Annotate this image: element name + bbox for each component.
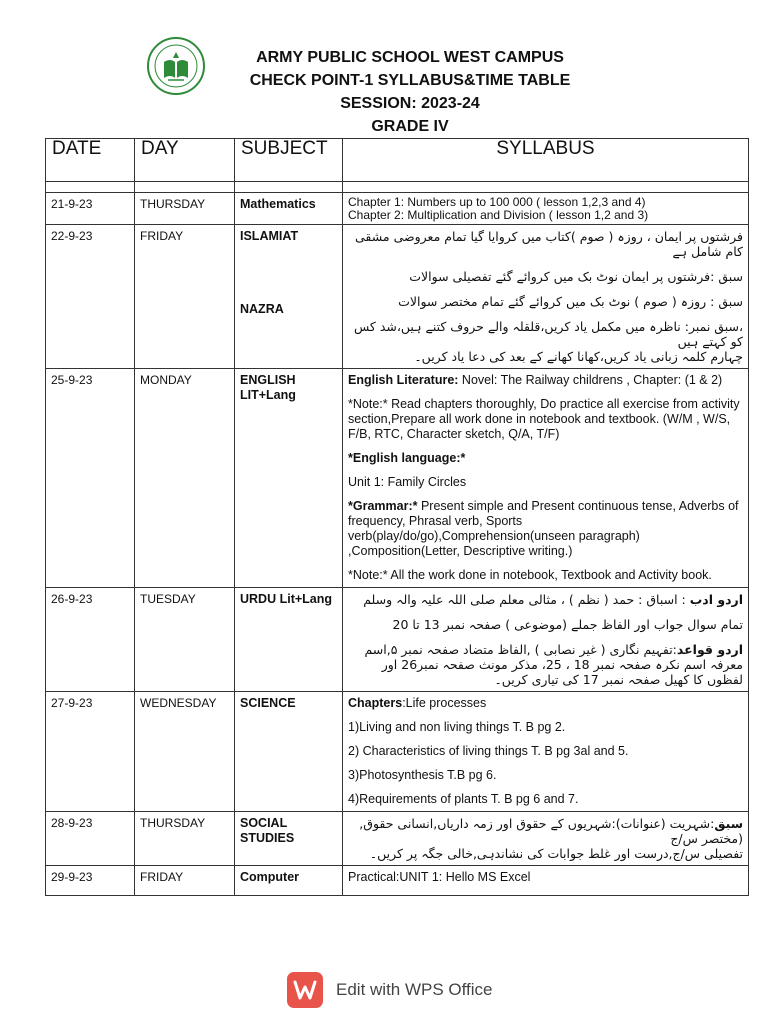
school-name: ARMY PUBLIC SCHOOL WEST CAMPUS	[256, 49, 564, 66]
syllabus-line: سبق :فرشتوں پر ایمان نوٹ بک میں کروائے گئے تفصیلی سوالات	[409, 269, 743, 284]
row-subject-secondary: STUDIES	[240, 831, 295, 845]
row-date: 28-9-23	[46, 812, 135, 866]
grammar-text: Present simple and Present continuous tense, Adverbs of frequency, Phrasal verb, Sports verb(play/do/go),Comprehension(unseen paragraph) ,Composition(Letter, Descriptive writing.)	[348, 499, 739, 558]
row-day: WEDNESDAY	[135, 692, 235, 812]
table-row	[46, 866, 749, 896]
row-syllabus	[343, 692, 749, 812]
chapters-label: Chapters	[348, 696, 403, 710]
row-subject: Mathematics	[240, 197, 316, 211]
row-date: 27-9-23	[46, 692, 135, 812]
syllabus-line: 3)Photosynthesis T.B pg 6.	[348, 768, 497, 782]
row-day: TUESDAY	[135, 588, 235, 692]
syllabus-line: فرشتوں پر ایمان ، روزہ ( صوم )کتاب میں کروایا گیا تمام معروضی مشقی کام شامل ہے	[355, 229, 743, 259]
adab-label: اردو ادب	[689, 592, 743, 607]
table-row	[46, 588, 749, 692]
table-row	[46, 369, 749, 588]
document-title: CHECK POINT-1 SYLLABUS&TIME TABLE	[249, 72, 571, 89]
col-subject: SUBJECT	[235, 139, 343, 182]
qawaid-label: اردو قواعد	[676, 642, 743, 657]
syllabus-line: تفصیلی س/ج,درست اور غلط جوابات کی نشاندہی,خالی جگہ پر کریں۔	[369, 846, 743, 861]
literature-line	[348, 373, 743, 388]
row-date: 21-9-23	[46, 193, 135, 225]
row-subject-secondary: NAZRA	[240, 302, 284, 316]
header-row	[46, 139, 749, 182]
table-row	[46, 225, 749, 369]
row-day: MONDAY	[135, 369, 235, 588]
syllabus-table	[45, 138, 749, 896]
row-syllabus	[343, 225, 749, 369]
note-line: *Note:* Read chapters thoroughly, Do practice all exercise from activity section,Prepare all work done in notebook and textbook. (W/M , W/S, F/B, RTC, Character sketch, Q/A, T/F)	[348, 397, 740, 441]
qawaid-line	[348, 642, 743, 687]
grammar-line	[348, 499, 743, 559]
row-syllabus	[343, 193, 749, 225]
wps-logo-icon	[287, 972, 323, 1008]
spacer-row	[46, 182, 749, 193]
row-subject: URDU Lit+Lang	[240, 592, 333, 606]
chapters-text: :Life processes	[402, 696, 487, 710]
unit-line: Unit 1: Family Circles	[348, 475, 467, 489]
note-line: *Note:* All the work done in notebook, Textbook and Activity book.	[348, 568, 712, 582]
syllabus-line: Chapter 1: Numbers up to 100 000 ( lesson 1,2,3 and 4)	[348, 195, 646, 209]
row-day: FRIDAY	[135, 225, 235, 369]
row-syllabus	[343, 369, 749, 588]
row-subject-cell	[235, 225, 343, 369]
row-syllabus: Practical:UNIT 1: Hello MS Excel	[343, 866, 749, 896]
col-syllabus: SYLLABUS	[343, 139, 749, 182]
sabaq-text: :شہریت (عنوانات):شہریوں کے حقوق اور زمہ داریاں,انسانی حقوق,(مختصر س/ج	[359, 816, 743, 846]
grammar-label: *Grammar:*	[348, 499, 418, 513]
syllabus-line: Chapter 2: Multiplication and Division ( lesson 1,2 and 3)	[348, 208, 649, 222]
row-subject: Computer	[240, 870, 300, 884]
sabaq-label: سبق	[714, 816, 743, 831]
row-day: THURSDAY	[135, 812, 235, 866]
adab-text: : اسباق : حمد ( نظم ) ، مثالی معلم صلی اللہ علیہ والہ وسلم	[363, 592, 690, 607]
col-date: DATE	[46, 139, 135, 182]
syllabus-line: 1)Living and non living things T. B pg 2.	[348, 720, 566, 734]
row-subject: ISLAMIAT	[240, 229, 299, 243]
chapters-line	[348, 696, 743, 711]
session: SESSION: 2023-24	[340, 95, 480, 112]
literature-label: English Literature:	[348, 373, 459, 387]
row-date: 22-9-23	[46, 225, 135, 369]
grade: GRADE IV	[371, 118, 449, 135]
language-label: *English language:*	[348, 451, 466, 465]
qawaid-text: :تفہیم نگاری ( غیر نصابی ) ,الفاظ متضاد صفحہ نمبر ۵,اسم معرفہ اسم نکرہ صفحہ نمبر 18 ، 25، مذکر مونث صفحہ نمبر26 اور لفظوں کا کھیل صفحہ نمبر 17 کی تیاری کریں۔	[364, 642, 743, 687]
table-row	[46, 692, 749, 812]
row-subject: SOCIAL	[240, 816, 288, 830]
sabaq-line	[348, 816, 743, 846]
document-header	[160, 46, 660, 138]
syllabus-line: تمام سوال جواب اور الفاظ جملے (موضوعی ) صفحہ نمبر 13 تا 20	[392, 617, 743, 632]
col-day: DAY	[135, 139, 235, 182]
row-syllabus	[343, 588, 749, 692]
row-day: FRIDAY	[135, 866, 235, 896]
table-row	[46, 812, 749, 866]
wps-text: Edit with WPS Office	[336, 980, 493, 999]
syllabus-line: 2) Characteristics of living things T. B pg 3al and 5.	[348, 744, 629, 758]
row-day: THURSDAY	[135, 193, 235, 225]
wps-watermark[interactable]	[287, 968, 493, 1012]
row-subject-cell	[235, 812, 343, 866]
adab-line	[348, 592, 743, 607]
syllabus-line: سبق : روزہ ( صوم ) نوٹ بک میں کروائے گئے تمام مختصر سوالات	[398, 294, 743, 309]
syllabus-line: 4)Requirements of plants T. B pg 6 and 7.	[348, 792, 579, 806]
row-syllabus	[343, 812, 749, 866]
table-row	[46, 193, 749, 225]
row-subject: SCIENCE	[240, 696, 296, 710]
syllabus-line: چہارم کلمہ زبانی یاد کریں،کھانا کھانے کے بعد کی دعا یاد کریں۔	[414, 349, 743, 364]
syllabus-line: ،سبق نمبر: ناظرہ میں مکمل یاد کریں،قلقلہ والے حروف کتنے ہیں،شد کس کو کہتے ہیں	[353, 319, 743, 349]
row-date: 26-9-23	[46, 588, 135, 692]
row-subject-secondary: LIT+Lang	[240, 388, 296, 402]
row-subject: ENGLISH	[240, 373, 296, 387]
literature-text: Novel: The Railway childrens , Chapter: (1 & 2)	[458, 373, 723, 387]
row-subject-cell	[235, 369, 343, 588]
row-date: 29-9-23	[46, 866, 135, 896]
row-date: 25-9-23	[46, 369, 135, 588]
